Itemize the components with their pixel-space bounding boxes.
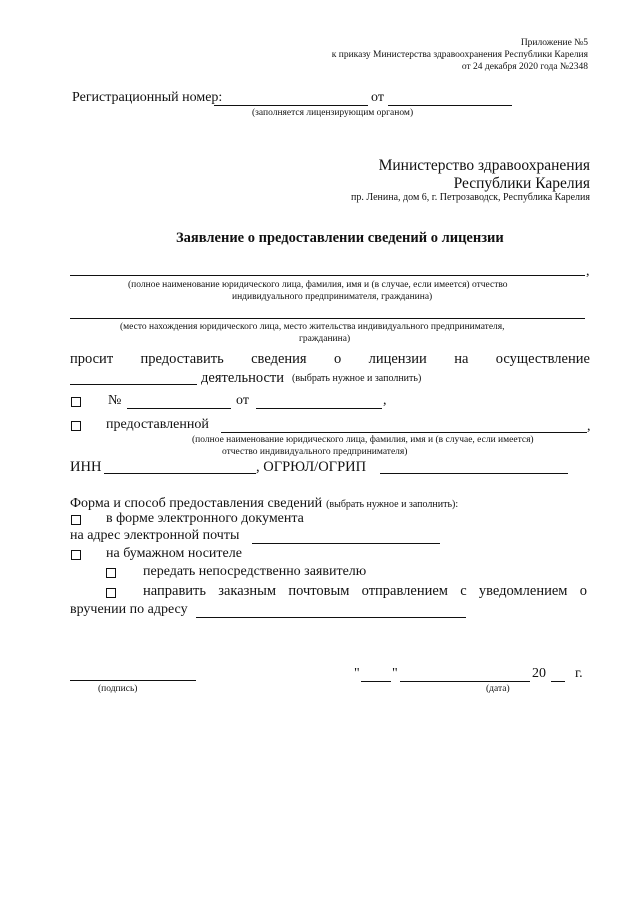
signature-field[interactable]: [70, 680, 196, 681]
paper-checkbox[interactable]: [71, 550, 81, 560]
paper-label: на бумажном носителе: [106, 546, 242, 561]
license-date-field[interactable]: [256, 408, 382, 409]
registration-date-field[interactable]: [388, 105, 512, 106]
delivery-form-heading: [70, 494, 458, 512]
recipient-address: пр. Ленина, дом 6, г. Петрозаводск, Республика Карелия: [351, 192, 590, 203]
recipient-ministry: Министерство здравоохранения: [378, 157, 590, 174]
mail-address-field[interactable]: [196, 617, 466, 618]
activity-note: (выбрать нужное и заполнить): [292, 373, 422, 384]
inn-field[interactable]: [104, 473, 256, 474]
mail-word: заказным: [218, 583, 277, 599]
license-from-label: от: [236, 393, 249, 408]
request-word: сведения: [251, 351, 307, 367]
registration-from-label: от: [371, 90, 384, 105]
mail-word: о: [579, 583, 587, 599]
direct-delivery-label: передать непосредственно заявителю: [143, 564, 367, 579]
date-year-suffix: г.: [575, 666, 583, 681]
mail-address-label: вручении по адресу: [70, 602, 188, 617]
mail-word: направить: [143, 583, 207, 599]
applicant-name-comma: ,: [586, 264, 590, 279]
date-year-field[interactable]: [551, 681, 565, 682]
applicant-name-note-2: индивидуального предпринимателя, гражданина): [232, 292, 433, 302]
delivery-form-title: Форма и способ предоставления сведений: [70, 496, 323, 511]
date-month-field[interactable]: [400, 681, 530, 682]
applicant-location-field[interactable]: [70, 318, 585, 319]
order-reference: к приказу Министерства здравоохранения Республики Карелия: [331, 50, 588, 60]
direct-delivery-checkbox[interactable]: [106, 568, 116, 578]
request-word: просит: [70, 351, 114, 367]
request-word: на: [454, 351, 469, 367]
mail-word: отправлением: [361, 583, 448, 599]
applicant-location-note: (место нахождения юридического лица, место жительства индивидуального предпринимателя,: [120, 322, 505, 332]
electronic-document-label: в форме электронного документа: [106, 511, 304, 526]
request-word: о: [333, 351, 342, 367]
granted-checkbox[interactable]: [71, 421, 81, 431]
license-comma: ,: [383, 393, 387, 408]
date-quote-open: ": [354, 666, 360, 681]
mail-delivery-checkbox[interactable]: [106, 588, 116, 598]
granted-note-2: отчество индивидуального предпринимателя): [222, 447, 408, 457]
request-word: предоставить: [140, 351, 224, 367]
delivery-form-note: (выбрать нужное и заполнить):: [326, 499, 459, 510]
granted-name-field[interactable]: [221, 432, 587, 433]
license-number-field[interactable]: [127, 408, 231, 409]
request-word: осуществление: [495, 351, 590, 367]
applicant-name-field[interactable]: [70, 275, 585, 276]
registration-label: Регистрационный номер:: [72, 90, 223, 105]
document-title: Заявление о предоставлении сведений о лицензии: [176, 230, 504, 246]
license-number-checkbox[interactable]: [71, 397, 81, 407]
mail-word: почтовым: [288, 583, 350, 599]
applicant-location-note-2: гражданина): [299, 334, 351, 344]
registration-note: (заполняется лицензирующим органом): [252, 108, 414, 118]
electronic-document-checkbox[interactable]: [71, 515, 81, 525]
mail-word: уведомлением: [478, 583, 568, 599]
registration-number-field[interactable]: [214, 105, 368, 106]
email-field[interactable]: [252, 543, 440, 544]
license-number-label: №: [108, 393, 122, 408]
ogrn-field[interactable]: [380, 473, 568, 474]
mail-delivery-sentence: [143, 583, 587, 600]
email-label: на адрес электронной почты: [70, 528, 240, 543]
date-day-field[interactable]: [361, 681, 391, 682]
date-year-prefix: 20: [532, 666, 546, 681]
date-quote-close: ": [392, 666, 398, 681]
order-date: от 24 декабря 2020 года №2348: [461, 62, 588, 72]
date-note: (дата): [486, 684, 510, 694]
request-word: лицензии: [368, 351, 427, 367]
granted-comma: ,: [587, 419, 591, 434]
ogrn-label: , ОГРЮЛ/ОГРИП: [256, 459, 367, 475]
signature-note: (подпись): [98, 684, 138, 694]
inn-label: ИНН: [70, 459, 102, 475]
applicant-name-note: (полное наименование юридического лица, фамилия, имя и (в случае, если имеется) отчество: [128, 280, 508, 290]
recipient-republic: Республики Карелия: [453, 175, 590, 192]
request-sentence: [70, 351, 590, 368]
granted-note: (полное наименование юридического лица, фамилия, имя и (в случае, если имеется): [192, 435, 534, 445]
granted-label: предоставленной: [106, 417, 209, 432]
mail-word: с: [460, 583, 467, 599]
activity-label: деятельности: [201, 370, 285, 386]
appendix-number: Приложение №5: [520, 38, 588, 48]
activity-field[interactable]: [70, 384, 197, 385]
